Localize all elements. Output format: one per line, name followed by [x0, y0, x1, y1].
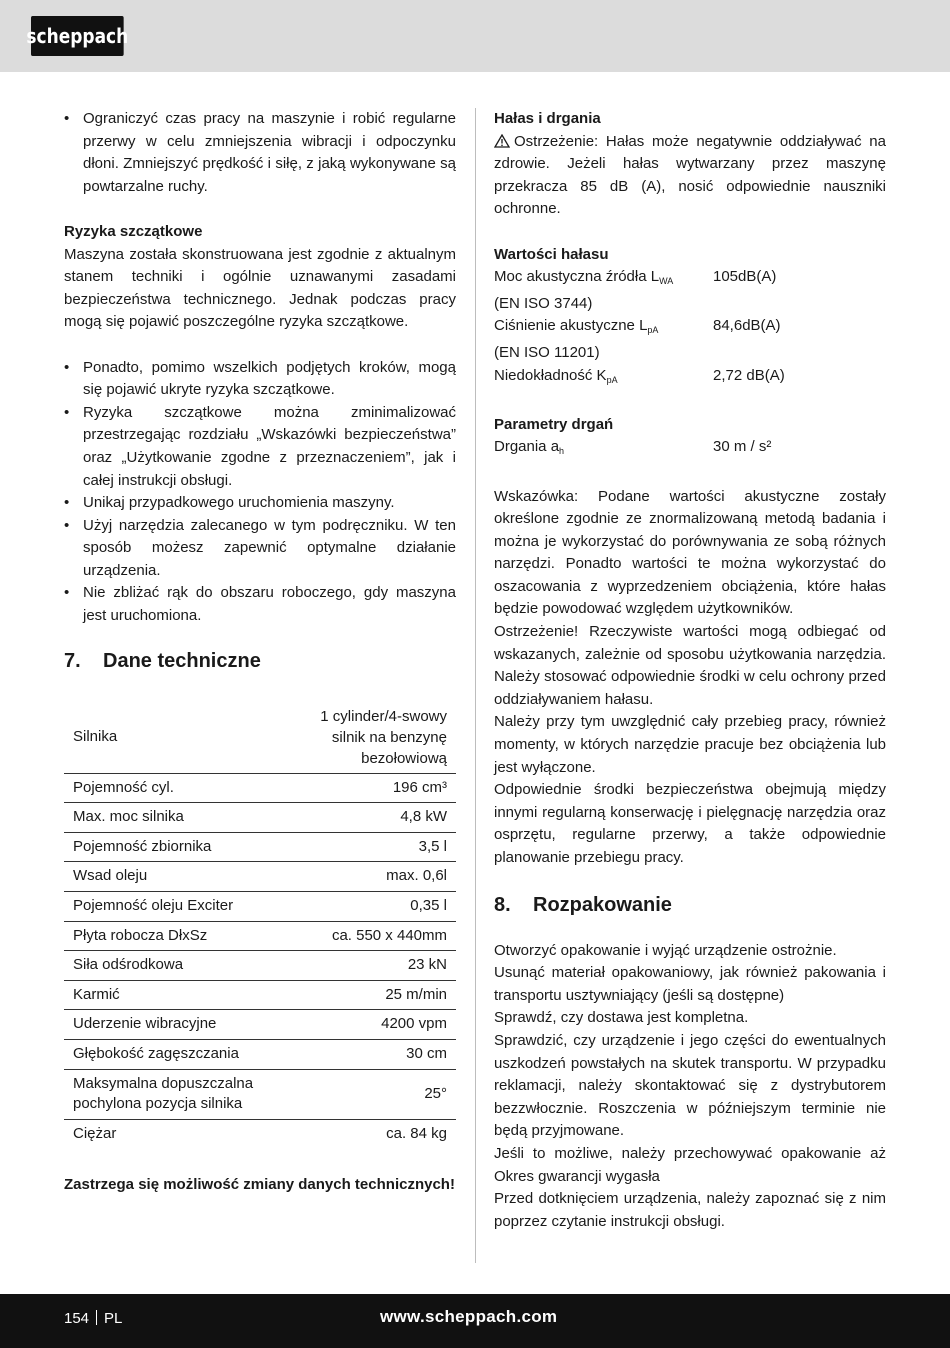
- list-item: • Ograniczyć czas pracy na maszynie i robić regularne przerwy w celu zmniejszenia wibracji i odpoczynku dłoni. Zmniejszyć prędkość i siłę, z jaką wykonywane są powtarzalne ruchy.: [64, 108, 456, 198]
- uncertainty-label-wrap: [494, 365, 713, 392]
- list-item: • Użyj narzędzia zalecanego w tym podręczniku. W ten sposób możesz zapewnić optymalne działanie urządzenia.: [64, 515, 456, 583]
- spec-label: Pojemność oleju Exciter: [73, 897, 234, 915]
- table-row: [64, 832, 456, 862]
- spec-label: Uderzenie wibracyjne: [73, 1015, 217, 1033]
- unpacking-paragraph: Jeśli to możliwe, należy przechowywać opakowanie aż Okres gwarancji wygasła: [494, 1144, 886, 1185]
- vibration-sub: h: [559, 446, 565, 457]
- spec-label: Max. moc silnika: [73, 808, 184, 826]
- spec-value: 4,8 kW: [400, 808, 447, 826]
- page-header: [0, 0, 950, 72]
- section-title: Rozpakowanie: [533, 893, 672, 916]
- list-item: • Nie zbliżać rąk do obszaru roboczego, gdy maszyna jest uruchomiona.: [64, 582, 456, 627]
- spec-label: Ciężar: [73, 1124, 117, 1142]
- spec-label: Wsad oleju: [73, 867, 148, 885]
- change-reservation-note: Zastrzega się możliwość zmiany danych technicznych!: [64, 1176, 455, 1194]
- table-row: [64, 1010, 456, 1040]
- noise-note-paragraph: Wskazówka: Podane wartości akustyczne zostały określone zgodnie ze znormalizowaną metodą badania i można je wykorzystać do porównywania ze sobą różnych narzędzi. Ponadto wartości te można wykorzystać do oszacowania z wyprzedzeniem obciążenia, które hałas będzie powodować względem użytkowników.: [494, 487, 886, 618]
- sound-power-sub: WA: [659, 276, 674, 287]
- language-code: PL: [104, 1310, 123, 1327]
- sound-pressure-value: 84,6dB(A): [713, 317, 781, 335]
- unpacking-paragraph: Usunąć materiał opakowaniowy, jak również pakowania i transportu usztywniający (jeśli są dostępne): [494, 964, 886, 1004]
- website-link[interactable]: www.scheppach.com: [380, 1307, 558, 1326]
- table-row: [64, 1119, 456, 1148]
- section-heading-unpacking: [494, 892, 886, 918]
- uncertainty-value: 2,72 dB(A): [713, 366, 785, 384]
- spec-value: 3,5 l: [418, 837, 447, 855]
- vibration-label-wrap: [494, 436, 713, 463]
- uncertainty-row: [494, 365, 886, 392]
- spec-value: 4200 vpm: [381, 1015, 447, 1033]
- noise-warning-paragraph: [494, 131, 886, 221]
- section-number: 7.: [64, 649, 81, 672]
- spec-label: Silnika: [73, 727, 118, 745]
- page-footer: [0, 1294, 950, 1348]
- spec-label: Maksymalna dopuszczalna pochylona pozycja silnika: [73, 1074, 254, 1113]
- section-title: Dane techniczne: [103, 649, 261, 672]
- spec-label: Płyta robocza DłxSz: [73, 926, 208, 944]
- vibration-value: 30 m / s²: [713, 438, 772, 456]
- spec-label: Karmić: [73, 985, 120, 1003]
- spec-value: 196 cm³: [392, 778, 447, 796]
- table-row: [64, 702, 456, 774]
- page-indicator: [64, 1310, 122, 1327]
- spec-value: 0,35 l: [410, 897, 447, 915]
- sound-pressure-standard: (EN ISO 11201): [494, 343, 600, 361]
- scheppach-logo: scheppach: [31, 16, 124, 56]
- uncertainty-label: Niedokładność K: [494, 366, 607, 384]
- noise-warning-text: Ostrzeżenie: Hałas może negatywnie oddziaływać na zdrowie. Jeżeli hałas wytwarzany przez maszynę przekracza 85 dB (A), nosić odpowiednie nauszniki ochronne.: [494, 132, 886, 218]
- sound-power-value: 105dB(A): [713, 268, 777, 286]
- spec-value: ca. 84 kg: [386, 1124, 447, 1142]
- spec-value: ca. 550 x 440mm: [331, 926, 447, 944]
- column-divider: [475, 108, 476, 1263]
- table-row: [64, 773, 456, 803]
- safety-measures-paragraph: Odpowiednie środki bezpieczeństwa obejmują między innymi regularną konserwację i pielęgnację narzędzia oraz osprzętu, regularne przerwy, a także odpowiednie planowanie przebiegu pracy.: [494, 781, 886, 866]
- sound-power-standard: (EN ISO 3744): [494, 294, 593, 312]
- list-item: • Ponadto, pomimo wszelkich podjętych kroków, mogą się pojawić ukryte ryzyka szczątkowe.: [64, 357, 456, 402]
- sound-power-label: Moc akustyczna źródła L: [494, 268, 660, 286]
- sound-pressure-row: [494, 315, 886, 342]
- spec-value: 25°: [424, 1084, 447, 1102]
- spec-value: max. 0,6l: [386, 867, 447, 885]
- spec-label: Pojemność zbiornika: [73, 837, 212, 855]
- table-row: [64, 921, 456, 951]
- unpacking-paragraph: Otworzyć opakowanie i wyjąć urządzenie ostrożnie.: [494, 941, 837, 959]
- work-cycle-paragraph: Należy przy tym uwzględnić cały przebieg pracy, również momenty, w których narzędzie pracuje bez obciążenia lub jest wyłączone.: [494, 713, 886, 776]
- spec-label: Głębokość zagęszczania: [73, 1045, 239, 1062]
- section-heading-technical-data: [64, 648, 456, 674]
- sound-pressure-sub: pA: [647, 325, 659, 336]
- warning-triangle-icon: [494, 134, 510, 148]
- residual-risks-list: [64, 357, 456, 628]
- sound-power-row: [494, 266, 886, 293]
- technical-data-table: [64, 702, 456, 1149]
- residual-risks-heading: Ryzyka szczątkowe: [64, 222, 203, 240]
- page-number: 154: [64, 1310, 90, 1327]
- spec-value: 25 m/min: [385, 985, 447, 1003]
- unpacking-paragraph: Przed dotknięciem urządzenia, należy zapoznać się z nim poprzez czytanie instrukcji obsługi.: [494, 1190, 886, 1230]
- bullet-list-top: [64, 108, 456, 198]
- left-column: [64, 108, 456, 1197]
- table-row: [64, 892, 456, 922]
- table-row: [64, 1040, 456, 1070]
- table-row: [64, 803, 456, 833]
- noise-vibration-heading: Hałas i drgania: [494, 110, 601, 127]
- table-row: [64, 1069, 456, 1119]
- spec-label: Siła odśrodkowa: [73, 956, 184, 974]
- section-number: 8.: [494, 893, 511, 916]
- sound-pressure-label: Ciśnienie akustyczne L: [494, 317, 648, 335]
- sound-power-label-wrap: [494, 266, 713, 293]
- unpacking-paragraph: Sprawdzić, czy urządzenie i jego części do ewentualnych uszkodzeń powstałych na skutek transportu. W przypadku reklamacji, należy skontaktować się z dystrybutorem bezzwłocznie. Roszczenia w późniejszym terminie nie będą przyjmowane.: [494, 1031, 886, 1140]
- table-row: [64, 862, 456, 892]
- unpacking-paragraph: Sprawdź, czy dostawa jest kompletna.: [494, 1009, 749, 1027]
- noise-warning-paragraph-2: Ostrzeżenie! Rzeczywiste wartości mogą odbiegać od wskazanych, zależnie od sposobu użytkowania narzędzia. Należy stosować odpowiednie środki w celu ochrony przed oddziaływaniem hałasu.: [494, 623, 886, 708]
- table-row: [64, 980, 456, 1010]
- table-row: [64, 951, 456, 981]
- sound-pressure-label-wrap: [494, 315, 713, 342]
- spec-label: Pojemność cyl.: [73, 778, 174, 796]
- list-item: • Ryzyka szczątkowe można zminimalizować przestrzegając rozdziału „Wskazówki bezpieczeństwa” oraz „Użytkowanie zgodne z przeznaczeniem”, jak i całej instrukcji obsługi.: [64, 402, 456, 492]
- vibration-label: Drgania a: [494, 438, 560, 456]
- footer-separator: [96, 1310, 97, 1325]
- residual-risks-text: Maszyna została skonstruowana jest zgodnie z aktualnym stanem techniki i ogólnie uznawanymi zasadami bezpieczeństwa technicznego. Jednak podczas pracy mogą się pojawić poszczególne ryzyka szczątkowe.: [64, 245, 456, 331]
- spec-value: 1 cylinder/4-swowy silnik na benzynę bezołowiową: [320, 707, 447, 767]
- right-column: [494, 108, 886, 1233]
- spec-value: 23 kN: [407, 956, 447, 974]
- spec-value: 30 cm: [406, 1045, 447, 1062]
- noise-values-heading: Wartości hałasu: [494, 245, 609, 263]
- uncertainty-sub: pA: [606, 374, 618, 385]
- list-item: • Unikaj przypadkowego uruchomienia maszyny.: [64, 492, 456, 515]
- vibration-row: [494, 436, 886, 463]
- vibration-parameters-heading: Parametry drgań: [494, 415, 614, 433]
